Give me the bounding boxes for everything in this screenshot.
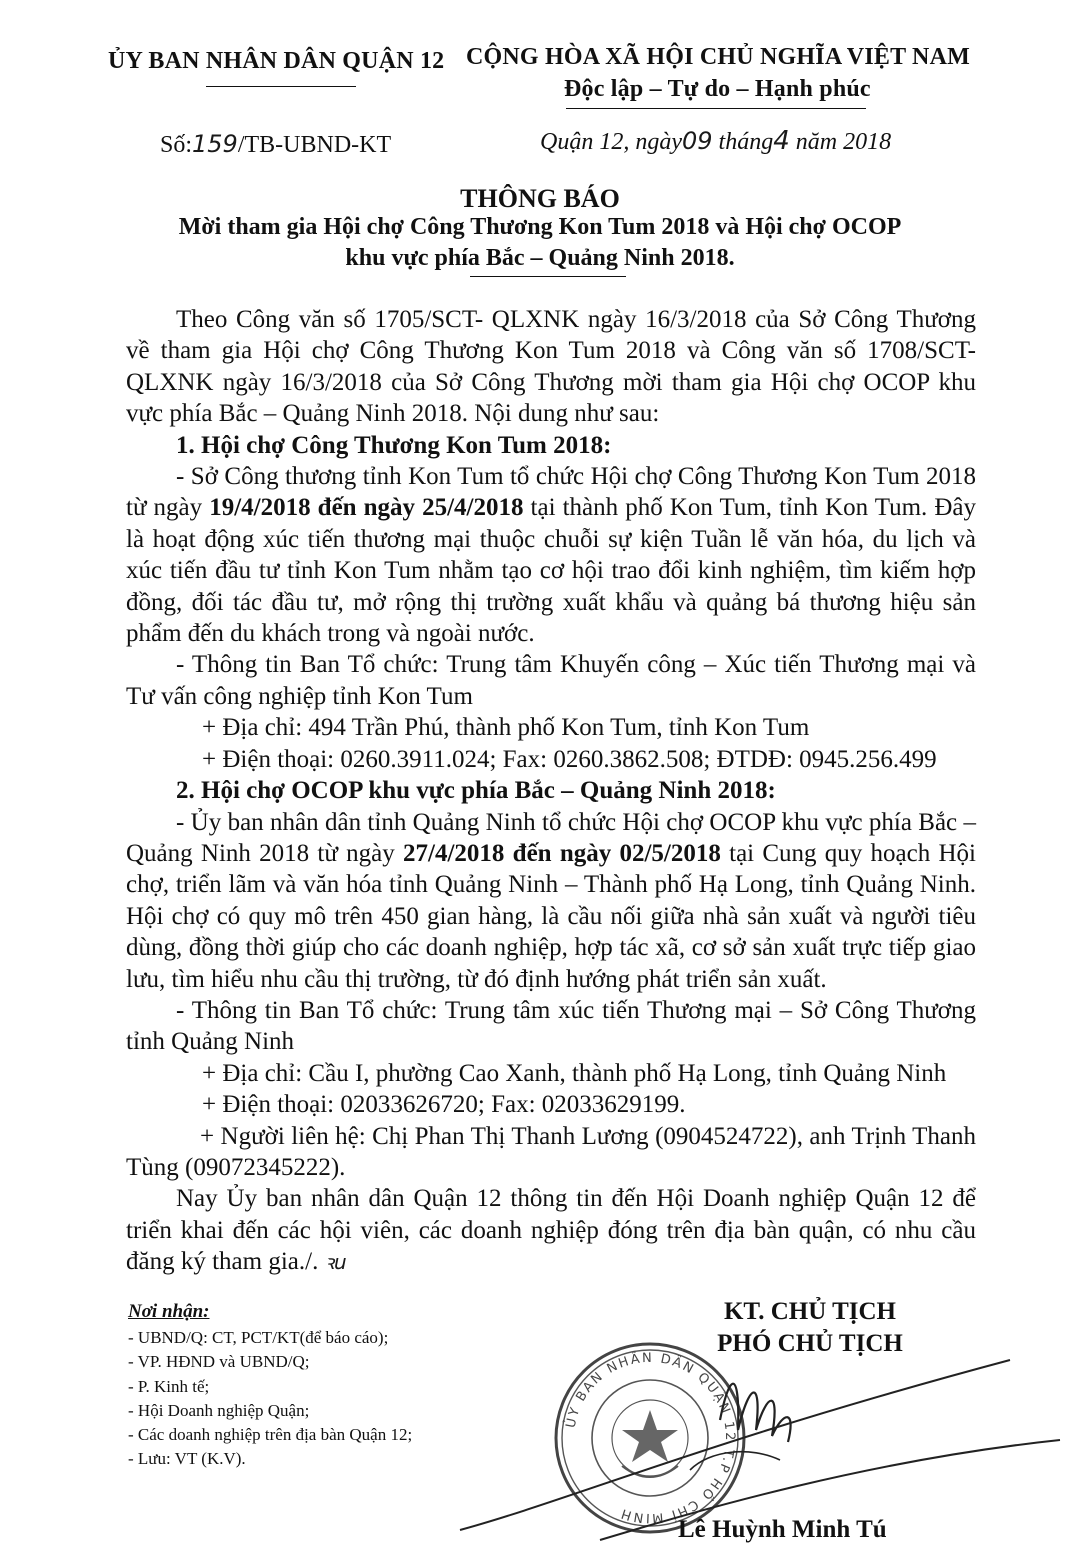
republic-name: CỘNG HÒA XÃ HỘI CHỦ NGHĨA VIỆT NAM <box>466 44 970 70</box>
section2-contact: + Người liên hệ: Chị Phan Thị Thanh Lương (0904524722), anh Trịnh Thanh Tùng (09072345222). <box>126 1122 976 1181</box>
section1-phone: + Điện thoại: 0260.3911.024; Fax: 0260.3862.508; ĐTDĐ: 0945.256.499 <box>202 745 937 773</box>
section2-address: + Địa chỉ: Cầu I, phường Cao Xanh, thành phố Hạ Long, tỉnh Quảng Ninh <box>202 1059 947 1087</box>
document-date <box>540 126 891 156</box>
date-year: năm 2018 <box>789 129 892 155</box>
section2-organizer: - Thông tin Ban Tổ chức: Trung tâm xúc tiến Thương mại – Sở Công Thương tỉnh Quảng Ninh <box>126 996 976 1056</box>
section1-address: + Địa chỉ: 494 Trần Phú, thành phố Kon Tum, tỉnh Kon Tum <box>202 714 810 742</box>
section2-phone: + Điện thoại: 02033626720; Fax: 02033629199. <box>202 1091 686 1119</box>
document-heading: THÔNG BÁO <box>460 184 620 213</box>
section1-text-a: - Sở Công thương tỉnh Kon Tum tổ chức Hội chợ Công Thương Kon Tum 2018 từ ngày <box>126 463 976 522</box>
date-prefix: Quận 12, ngày <box>540 129 682 155</box>
signer-name: Lê Huỳnh Minh Tú <box>678 1516 887 1543</box>
closing-text: Nay Ủy ban nhân dân Quận 12 thông tin đến Hội Doanh nghiệp Quận 12 để triển khai đến các hội viên, các doanh nghiệp đóng trên địa bàn quận, có nhu cầu đăng ký tham gia./. <box>126 1185 976 1276</box>
document-subject-line2: khu vực phía Bắc – Quảng Ninh 2018. <box>345 245 735 271</box>
document-body <box>126 304 976 1279</box>
national-motto: Độc lập – Tự do – Hạnh phúc <box>564 76 871 102</box>
recipient-item: - VP. HĐND và UBND/Q; <box>128 1352 310 1372</box>
document-subject-line1: Mời tham gia Hội chợ Công Thương Kon Tum 2018 và Hội chợ OCOP <box>178 214 902 240</box>
section1-dates: 19/4/2018 đến ngày 25/4/2018 <box>209 494 524 522</box>
recipients-block <box>128 1300 412 1471</box>
recipient-item: - P. Kinh tế; <box>128 1376 210 1396</box>
section2-paragraph <box>126 807 976 995</box>
signature-title-line1: KT. CHỦ TỊCH <box>723 1298 897 1325</box>
subject-underline <box>470 276 626 277</box>
section1-paragraph <box>126 461 976 649</box>
section1-organizer: - Thông tin Ban Tổ chức: Trung tâm Khuyến công – Xúc tiến Thương mại và Tư vấn công nghiệp tỉnh Kon Tum <box>126 651 976 710</box>
section2-dates: 27/4/2018 đến ngày 02/5/2018 <box>403 839 721 867</box>
document-number <box>160 130 391 159</box>
section1-text-b: tại thành phố Kon Tum, tỉnh Kon Tum. Đây là hoạt động xúc tiến thương mại thuộc chuỗi sự kiện Tuần lễ văn hóa, du lịch và xúc tiến đầu tư tỉnh Kon Tum nhằm tạo cơ hội trao đổi kinh nghiệm, tìm kiếm hợp đồng, đối tác đầu tư, mở rộng thị trường xuất khẩu và quảng bá thương hiệu sản phẩm đến du khách trong và ngoài nước. <box>126 494 977 648</box>
recipient-item: - Hội Doanh nghiệp Quận; <box>128 1400 310 1420</box>
section2-text-a: - Ủy ban nhân dân tỉnh Quảng Ninh tổ chức Hội chợ OCOP khu vực phía Bắc – Quảng Ninh 2018 từ ngày <box>126 808 976 867</box>
intro-paragraph: Theo Công văn số 1705/SCT- QLXNK ngày 16/3/2018 của Sở Công Thương về tham gia Hội chợ Công Thương Kon Tum 2018 và Công văn số 1708/SCT- QLXNK ngày 16/3/2018 của Sở Công Thương mời tham gia Hội chợ OCOP khu vực phía Bắc – Quảng Ninh 2018. Nội dung như sau: <box>126 306 976 428</box>
recipient-item: - Các doanh nghiệp trên địa bàn Quận 12; <box>128 1425 413 1445</box>
section2-text-b: tại Cung quy hoạch Hội chợ, triển lãm và văn hóa tỉnh Quảng Ninh – Thành phố Hạ Long, tỉnh Quảng Ninh. Hội chợ có quy mô trên 450 gian hàng, là cầu nối giữa nhà sản xuất và người tiêu dùng, đồng thời giúp cho các doanh nghiệp, hợp tác xã, cơ sở sản xuất trực tiếp giao lưu, tìm hiểu nhu cầu thị trường, từ đó định hướng phát triển sản xuất. <box>126 839 976 993</box>
doc-number-prefix: Số: <box>160 132 193 158</box>
doc-number-suffix: /TB-UBND-KT <box>237 132 392 158</box>
recipients-label: Nơi nhận: <box>128 1301 210 1322</box>
date-day-handwritten: 09 <box>681 127 713 155</box>
section1-heading: 1. Hội chợ Công Thương Kon Tum 2018: <box>176 431 612 459</box>
agency-name: ỦY BAN NHÂN DÂN QUẬN 12 <box>108 48 445 74</box>
svg-text:ỦY BAN NHÂN DÂN QUẬN 12 T.P HỒ: ỦY BAN NHÂN DÂN QUẬN 12 T.P HỒ CHÍ MINH <box>563 1350 738 1526</box>
recipient-item: - Lưu: VT (K.V). <box>128 1449 246 1469</box>
signature-title-line2: PHÓ CHỦ TỊCH <box>717 1330 903 1357</box>
doc-number-handwritten: 159 <box>192 130 238 158</box>
recipient-item: - UBND/Q: CT, PCT/KT(để báo cáo); <box>128 1328 389 1348</box>
closing-initial-mark: ꝛu <box>324 1250 347 1275</box>
section2-heading: 2. Hội chợ OCOP khu vực phía Bắc – Quảng Ninh 2018: <box>176 777 776 805</box>
date-month-handwritten: 4 <box>773 126 790 156</box>
date-month-label: tháng <box>712 129 774 155</box>
closing-paragraph <box>126 1183 976 1278</box>
motto-underline <box>566 108 866 109</box>
agency-underline <box>206 86 356 87</box>
